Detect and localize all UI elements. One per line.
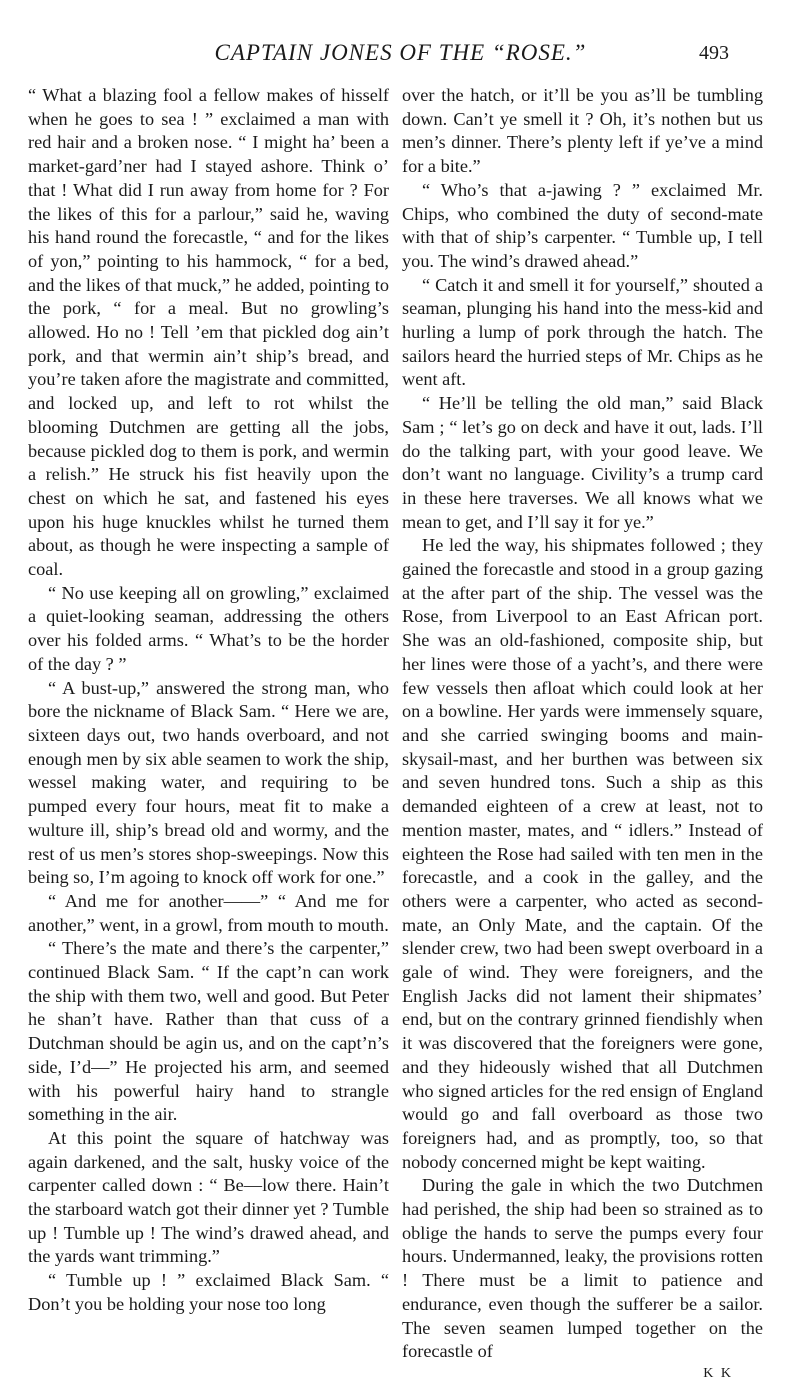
paragraph: “ He’ll be telling the old man,” said Black Sam ; “ let’s go on deck and have it out, lads. I’ll do the talking part, with your good leave. We don’t want no language. Civility’s a trump card in these here traverses. We all knows what we mean to get, and I’ll say it for ye.” bbox=[402, 393, 763, 532]
paragraph: “ What a blazing fool a fellow makes of hisself when he goes to sea ! ” exclaimed a man with red hair and a broken nose. “ I might ha’ been a market-gard’ner had I stayed ashore. Think o’ that ! What did I run away from home for ? For the likes of this for a parlour,” said he, waving his hand round the forecastle, “ and for the likes of yon,” pointing to his hammock, “ for a bed, and the likes of that muck,” he added, pointing to the pork, “ for a meal. But no growling’s allowed. Ho no ! Tell ’em that pickled dog ain’t pork, and that wermin ain’t ship’s bread, and you’re taken afore the magistrate and committed, and locked up, and left to rot whilst the blooming Dutchmen are getting all the jobs, because pickled dog to them is pork, and wermin a relish.” He struck his fist heavily upon the chest on which he sat, and fastened his eyes upon his huge knuckles whilst he turned them about, as though he were inspecting a sample of coal. bbox=[28, 85, 389, 580]
paragraph: During the gale in which the two Dutchmen had perished, the ship had been so strained as to oblige the hands to serve the pumps every four hours. Undermanned, leaky, the provisions rotten ! There must be a limit to patience and endurance, even though the sufferer be a sailor. The seven seamen lumped together on the forecastle of bbox=[402, 1175, 763, 1362]
paragraph: “ Who’s that a-jawing ? ” exclaimed Mr. Chips, who combined the duty of second-mate with that of ship’s carpenter. “ Tumble up, I tell you. The wind’s drawed ahead.” bbox=[402, 179, 763, 271]
paragraph: “ And me for another——” “ And me for another,” went, in a growl, from mouth to mouth. bbox=[28, 890, 389, 935]
signature-mark: K K bbox=[703, 1365, 733, 1381]
paragraph: “ A bust-up,” answered the strong man, who bore the nickname of Black Sam. “ Here we are, sixteen days out, two hands overboard, and not enough men by six able seamen to work the ship, wessel making water, and requiring to be pumped every four hours, meat fit to make a wulture ill, ship’s bread old and wormy, and the rest of us men’s stores shop-sweepings. Now this being so, I’m agoing to knock off work for one.” bbox=[28, 677, 389, 888]
page-number: 493 bbox=[699, 42, 729, 64]
left-column bbox=[28, 84, 389, 1317]
running-title: CAPTAIN JONES OF THE “ROSE.” bbox=[214, 40, 587, 65]
right-column bbox=[402, 84, 763, 1386]
paragraph: “ There’s the mate and there’s the carpenter,” continued Black Sam. “ If the capt’n can work the ship with them two, well and good. But Peter he shan’t have. Rather than that cuss of a Dutchman should be agin us, and on the capt’n’s side, I’d—” He projected his arm, and seemed with his powerful hairy hand to strangle something in the air. bbox=[28, 938, 389, 1125]
paragraph: over the hatch, or it’ll be you as’ll be tumbling down. Can’t ye smell it ? Oh, it’s nothen but us men’s dinner. There’s plenty left if ye’ve a mind for a bite.” bbox=[402, 85, 763, 177]
paragraph: “ Tumble up ! ” exclaimed Black Sam. “ Don’t you be holding your nose too long bbox=[28, 1270, 389, 1314]
paragraph: At this point the square of hatchway was again darkened, and the salt, husky voice of the carpenter called down : “ Be—low there. Hain’t the starboard watch got their dinner yet ? Tumble up ! Tumble up ! The wind’s drawed ahead, and the yards want trimming.” bbox=[28, 1127, 389, 1267]
paragraph: “ No use keeping all on growling,” exclaimed a quiet-looking seaman, addressing the others over his folded arms. “ What’s to be the horder of the day ? ” bbox=[28, 582, 389, 674]
paragraph: “ Catch it and smell it for yourself,” shouted a seaman, plunging his hand into the mess-kid and hurling a lump of pork through the hatch. The sailors heard the hurried steps of Mr. Chips as he went aft. bbox=[402, 274, 763, 390]
paragraph: He led the way, his shipmates followed ; they gained the forecastle and stood in a group gazing at the after part of the ship. The vessel was the Rose, from Liverpool to an East African port. She was an old-fashioned, composite ship, but her lines were those of a yacht’s, and there were few vessels then afloat which could look at her on a bowline. Her yards were immensely square, and she carried swinging booms and main-skysail-mast, and her burthen was between six and seven hundred tons. Such a ship as this demanded eighteen of a crew at least, not to mention master, mates, and “ idlers.” Instead of eighteen the Rose had sailed with ten men in the forecastle, and a cook in the galley, and the others were a carpenter, who acted as second-mate, an Only Mate, and the captain. Of the slender crew, two had been swept overboard in a gale of wind. They were foreigners, and the English Jacks did not lament their shipmates’ end, but on the contrary grinned fiendishly when it was discovered that the foreigners were gone, and they hideously wished that all Dutchmen who signed articles for the red ensign of England would go and fall overboard as those two foreigners had, and as promptly, too, so that nobody concerned might be kept waiting. bbox=[402, 535, 763, 1172]
